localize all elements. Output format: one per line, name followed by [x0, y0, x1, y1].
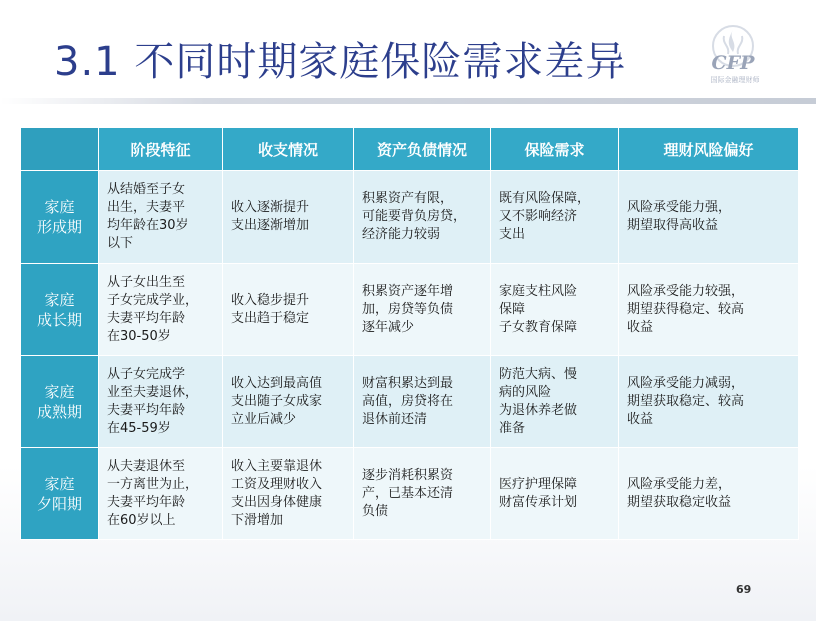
row-header-formation [21, 171, 99, 264]
table-row [21, 448, 799, 540]
insurance-needs-table [20, 127, 799, 540]
table-cell [223, 356, 354, 448]
cell-text: 从结婚至子女 出生，夫妻平 均年龄在30岁 以下 [107, 182, 189, 251]
table-cell [354, 356, 491, 448]
row-header-sunset [21, 448, 99, 540]
cell-text: 积累资产有限， 可能要背负房贷， 经济能力较弱 [362, 191, 467, 242]
table-cell [354, 264, 491, 356]
cell-text: 从夫妻退休至 一方离世为止， 夫妻平均年龄 在60岁以上 [107, 458, 199, 528]
cell-text: 从子女出生至 子女完成学业， 夫妻平均年龄 在30-50岁 [107, 274, 199, 344]
table-cell [223, 171, 354, 264]
cell-text: 家庭支柱风险 保障 子女教育保障 [499, 283, 578, 335]
table-cell [491, 356, 619, 448]
table-cell [619, 264, 799, 356]
table-cell [99, 448, 223, 540]
table-cell [223, 264, 354, 356]
table-row [21, 171, 799, 264]
table-cell [619, 356, 799, 448]
cell-text: 风险承受能力减弱， 期望获取稳定、较高 收益 [627, 375, 745, 427]
cell-text: 既有风险保障， 又不影响经济 支出 [499, 191, 591, 242]
cell-text: 收入达到最高值 支出随子女成家 立业后减少 [231, 375, 323, 427]
cell-text: 风险承受能力差， 期望获取稳定收益 [627, 476, 732, 510]
table-cell [99, 264, 223, 356]
row-header-growth [21, 264, 99, 356]
table-cell [619, 171, 799, 264]
column-header-risk-preference: 理财风险偏好 [619, 128, 799, 171]
cell-text: 医疗护理保障 财富传承计划 [499, 476, 578, 510]
cell-text: 防范大病、慢 病的风险 为退休养老做 准备 [499, 366, 578, 436]
cell-text: 收入主要靠退休 工资及理财收入 支出因身体健康 下滑增加 [231, 458, 323, 528]
stage-label: 家庭 形成期 [36, 198, 82, 236]
page-number: 69 [736, 583, 752, 596]
table-cell [354, 448, 491, 540]
table-cell [491, 448, 619, 540]
cell-text: 风险承受能力强， 期望取得高收益 [627, 200, 732, 233]
stage-label: 家庭 成长期 [36, 290, 82, 329]
slide-title: 3.1 不同时期家庭保险需求差异 [54, 39, 627, 85]
table-header-row [21, 128, 799, 171]
column-header-income-expense: 收支情况 [223, 128, 354, 171]
cell-text: 收入逐渐提升 支出逐渐增加 [231, 200, 310, 233]
table-row [21, 356, 799, 448]
table-header-corner [21, 128, 99, 171]
column-header-stage-features: 阶段特征 [99, 128, 223, 171]
table-cell [491, 264, 619, 356]
table-cell [619, 448, 799, 540]
row-header-maturity [21, 356, 99, 448]
column-header-assets-liabilities: 资产负债情况 [354, 128, 491, 171]
cell-text: 积累资产逐年增 加，房贷等负债 逐年减少 [362, 283, 454, 335]
stage-label: 家庭 成熟期 [36, 382, 82, 421]
cell-text: 收入稳步提升 支出趋于稳定 [231, 292, 310, 326]
table-cell [99, 356, 223, 448]
table-row [21, 264, 799, 356]
cell-text: 从子女完成学 业至夫妻退休， 夫妻平均年龄 在45-59岁 [107, 366, 199, 436]
cell-text: 风险承受能力较强， 期望获得稳定、较高 收益 [627, 283, 745, 335]
stage-label: 家庭 夕阳期 [36, 474, 82, 513]
cell-text: 财富积累达到最 高值，房贷将在 退休前还清 [362, 375, 454, 427]
logo-subtitle: 国际金融理财师 [710, 76, 760, 84]
table-cell [491, 171, 619, 264]
table-cell [354, 171, 491, 264]
table-cell [99, 171, 223, 264]
column-header-insurance-needs: 保险需求 [491, 128, 619, 171]
table-cell [223, 448, 354, 540]
header-divider [0, 98, 816, 104]
cell-text: 逐步消耗积累资 产，已基本还清 负债 [362, 467, 454, 519]
logo-text: CFP [711, 52, 755, 74]
